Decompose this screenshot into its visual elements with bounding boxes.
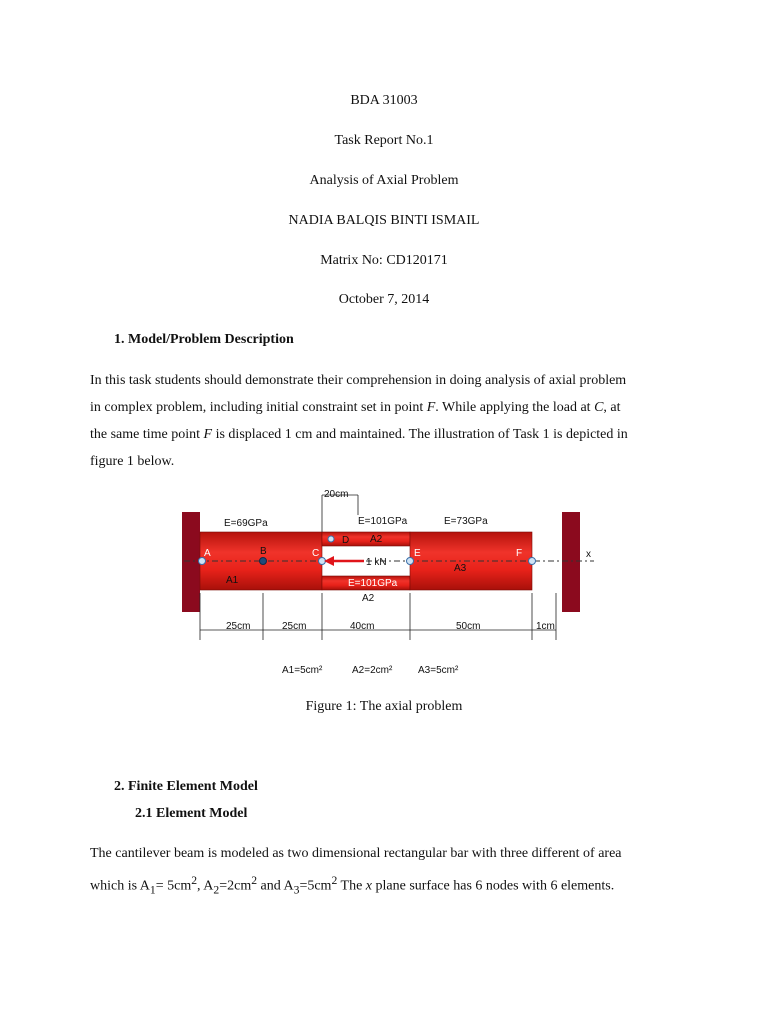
- load-arrow-head: [324, 556, 334, 566]
- node-c-label: C: [312, 548, 320, 559]
- document-title: Analysis of Axial Problem: [309, 173, 459, 188]
- node-d-marker: [328, 536, 334, 542]
- modulus-middle-label: E=101GPa: [358, 516, 408, 527]
- x-axis-label: x: [586, 549, 591, 560]
- top-dimension-label: 20cm: [324, 489, 349, 500]
- left-wall: [182, 512, 200, 612]
- modulus-right-label: E=73GPa: [444, 516, 488, 527]
- area-a1-label: A1: [226, 575, 239, 586]
- author-name: NADIA BALQIS BINTI ISMAIL: [288, 213, 480, 228]
- report-date: October 7, 2014: [338, 292, 430, 307]
- paragraph-line: In this task students should demonstrate their comprehension in doing analysis of axial problem: [90, 373, 627, 388]
- modulus-lower-label: E=101GPa: [348, 578, 398, 589]
- node-f-label: F: [516, 548, 523, 559]
- course-code: BDA 31003: [350, 93, 418, 108]
- section-1-paragraph: [90, 367, 680, 475]
- paragraph-line: in complex problem, including initial constraint set in point F. While applying the load at C, at: [90, 400, 621, 415]
- load-label: 1 kN: [366, 557, 387, 568]
- node-f-marker: [529, 558, 536, 565]
- report-number: Task Report No.1: [334, 133, 434, 148]
- figure-caption: Figure 1: The axial problem: [305, 699, 463, 714]
- section-2-paragraph: [90, 840, 680, 903]
- section-2-heading: 2. Finite Element Model: [114, 779, 258, 794]
- dimension-label: 25cm: [282, 621, 307, 632]
- node-a-label: A: [204, 548, 211, 559]
- area-2-value: A2=2cm²: [352, 665, 393, 676]
- area-a3-label: A3: [454, 563, 467, 574]
- modulus-left-label: E=69GPa: [224, 518, 268, 529]
- paragraph-line: the same time point F is displaced 1 cm and maintained. The illustration of Task 1 is depicted in: [90, 427, 628, 442]
- node-e-label: E: [414, 548, 421, 559]
- dimension-label: 50cm: [456, 621, 481, 632]
- right-wall: [562, 512, 580, 612]
- area-3-value: A3=5cm²: [418, 665, 459, 676]
- dimension-label: 1cm: [536, 621, 555, 632]
- bar-section-a2-top: [322, 532, 410, 546]
- dimension-label: 40cm: [350, 621, 375, 632]
- matrix-number: Matrix No: CD120171: [320, 253, 448, 268]
- section-2-1-subheading: 2.1 Element Model: [135, 806, 248, 821]
- dimension-label: 25cm: [226, 621, 251, 632]
- area-a2-top-label: A2: [370, 534, 383, 545]
- node-b-label: B: [260, 546, 267, 557]
- bar-section-a3: [410, 532, 532, 590]
- paragraph-line: figure 1 below.: [90, 454, 175, 469]
- paragraph-line: The cantilever beam is modeled as two dimensional rectangular bar with three different of area: [90, 846, 622, 861]
- area-1-value: A1=5cm²: [282, 665, 323, 676]
- paragraph-line: which is $A_1= 5cm^2$, $A_2=2cm^2$ and $A_3=5cm^2$ The x plane surface has 6 nodes with 6 elements.: [90, 874, 615, 897]
- node-e-marker: [407, 558, 414, 565]
- area-a2-bottom-label: A2: [362, 593, 375, 604]
- node-b-marker: [260, 558, 267, 565]
- axial-problem-figure: [176, 485, 596, 685]
- section-1-heading: 1. Model/Problem Description: [114, 332, 294, 347]
- node-d-label: D: [342, 535, 350, 546]
